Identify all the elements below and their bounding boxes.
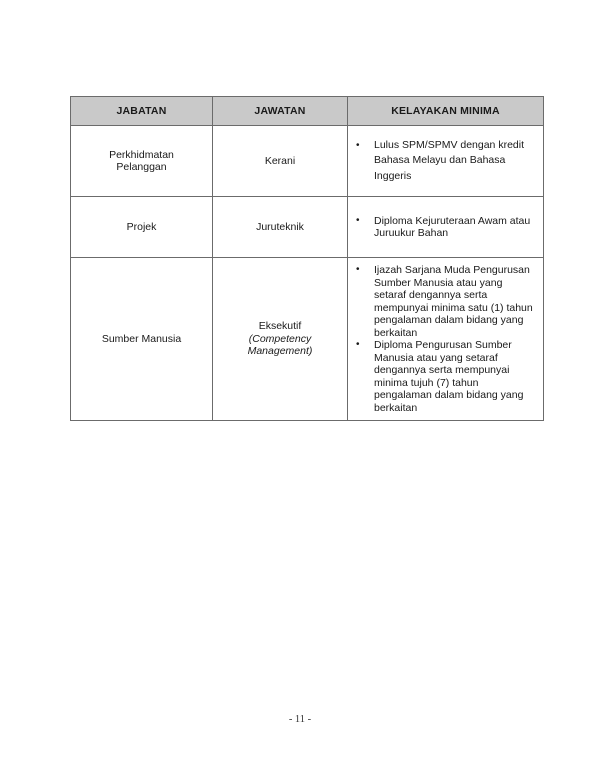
table-row <box>71 258 544 421</box>
requirement-text: Diploma Kejuruteraan Awam atau Juruukur Bahan <box>374 214 531 239</box>
requirement-list <box>352 138 533 185</box>
requirement-text: Lulus SPM/SPMV dengan kredit Bahasa Melayu dan Bahasa Inggeris <box>374 138 524 182</box>
cell-kelayakan <box>348 197 544 258</box>
header-jawatan: JAWATAN <box>213 97 348 126</box>
table-header-row <box>71 97 544 126</box>
bullet-glyph: • <box>356 339 360 350</box>
cell-jawatan <box>213 258 348 421</box>
jawatan-title: Kerani <box>264 154 296 167</box>
page-number: - 11 - <box>288 714 312 725</box>
bullet-glyph: • <box>356 264 360 275</box>
requirement-item <box>352 138 533 185</box>
jawatan-note: (Competency <box>248 332 312 345</box>
cell-kelayakan <box>348 126 544 197</box>
jabatan-line: Projek <box>126 220 157 233</box>
cell-jawatan <box>213 197 348 258</box>
jabatan-line: Perkhidmatan <box>109 148 174 161</box>
cell-jabatan <box>71 197 213 258</box>
bullet-glyph: • <box>356 139 360 151</box>
cell-jabatan <box>71 126 213 197</box>
header-kelayakan-minima: KELAYAKAN MINIMA <box>348 97 544 126</box>
jabatan-line: Sumber Manusia <box>101 332 182 345</box>
table-row <box>71 197 544 258</box>
requirement-item <box>352 215 533 240</box>
jawatan-title: Eksekutif <box>258 320 302 333</box>
cell-jabatan <box>71 258 213 421</box>
jawatan-title: Juruteknik <box>256 220 304 233</box>
cell-jawatan <box>213 126 348 197</box>
jawatan-note: Management) <box>247 345 313 358</box>
bullet-glyph: • <box>356 214 360 226</box>
requirement-list <box>352 215 533 240</box>
header-jabatan: JABATAN <box>71 97 213 126</box>
jabatan-line: Pelanggan <box>116 161 167 173</box>
requirement-text: Ijazah Sarjana Muda Pengurusan Sumber Manusia atau yang setaraf dengannya serta mempunyai minima satu (1) tahun pengalaman dalam bidang yang berkaitan <box>374 264 533 339</box>
requirement-list <box>352 264 533 414</box>
cell-kelayakan <box>348 258 544 421</box>
requirement-item <box>352 264 533 339</box>
requirement-text: Diploma Pengurusan Sumber Manusia atau yang setaraf dengannya serta mempunyai minima tujuh (7) tahun pengalaman dalam bidang yang berkaitan <box>374 339 524 414</box>
qualification-table <box>70 96 544 421</box>
table-row <box>71 126 544 197</box>
requirement-item <box>352 339 533 414</box>
